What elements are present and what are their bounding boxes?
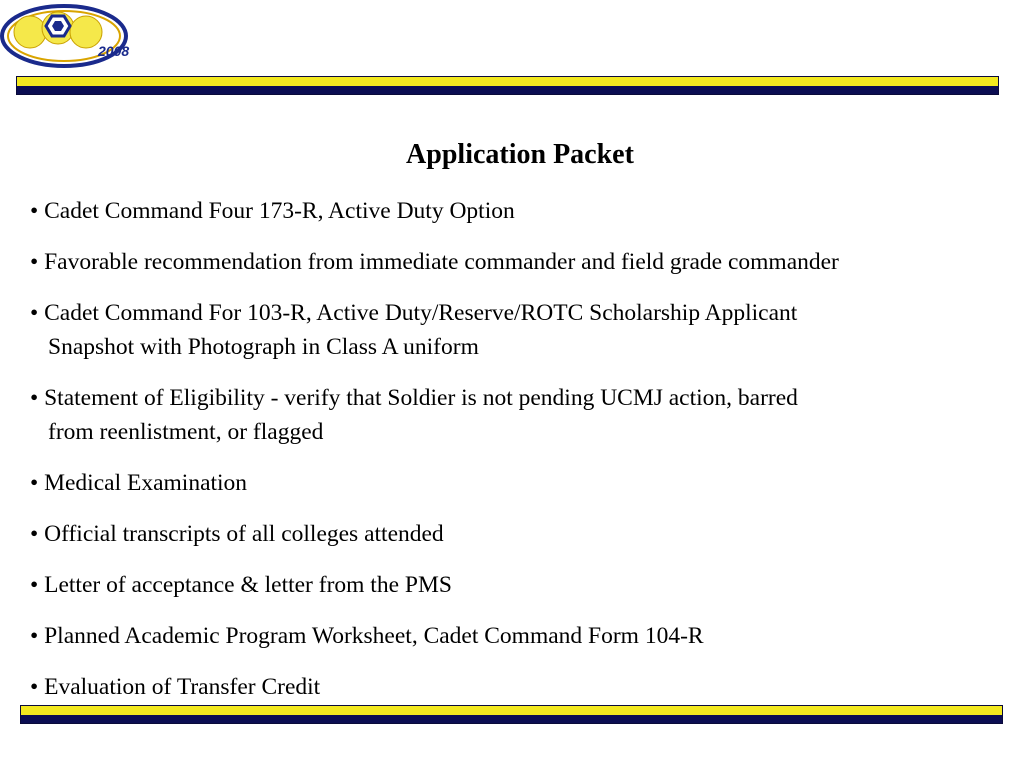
list-item-text: Cadet Command For 103-R, Active Duty/Reserve/ROTC Scholarship Applicant [44, 300, 798, 326]
list-item [30, 296, 1020, 364]
list-item-text: Planned Academic Program Worksheet, Cadet Command Form 104-R [44, 623, 704, 649]
list-item-text: Letter of acceptance & letter from the PMS [44, 572, 452, 598]
page-title: Application Packet [406, 139, 634, 170]
list-item [30, 670, 1020, 704]
list-item [30, 517, 1020, 551]
list-item-text: Official transcripts of all colleges attended [44, 521, 444, 547]
bullet: • [30, 572, 39, 598]
list-item-text: Medical Examination [44, 470, 248, 496]
list-item-text: Favorable recommendation from immediate commander and field grade commander [44, 249, 839, 275]
list-item-text: Statement of Eligibility - verify that Soldier is not pending UCMJ action, barred [44, 385, 798, 411]
bullet: • [30, 470, 39, 496]
list-item [30, 568, 1020, 602]
bottom-divider-bar [20, 705, 1003, 724]
logo-2008 [0, 0, 130, 70]
logo-year: 2008 [98, 43, 130, 59]
bullet: • [30, 623, 39, 649]
list-item-continuation: Snapshot with Photograph in Class A uniform [48, 334, 479, 360]
list-item [30, 245, 1020, 279]
list-item [30, 466, 1020, 500]
top-divider-bar [16, 76, 999, 95]
list-item-continuation: from reenlistment, or flagged [48, 419, 324, 445]
list-item-text: Cadet Command Four 173-R, Active Duty Option [44, 198, 515, 224]
bullet: • [30, 385, 39, 411]
bullet: • [30, 198, 39, 224]
logo-graphic [0, 0, 130, 70]
bullet: • [30, 674, 39, 700]
bullet: • [30, 521, 39, 547]
list-item [30, 194, 1020, 228]
list-item [30, 381, 1020, 449]
list-item-text: Evaluation of Transfer Credit [44, 674, 321, 700]
bullet: • [30, 249, 39, 275]
list-item [30, 619, 1020, 653]
bullet: • [30, 300, 39, 326]
requirements-list [30, 194, 1020, 721]
